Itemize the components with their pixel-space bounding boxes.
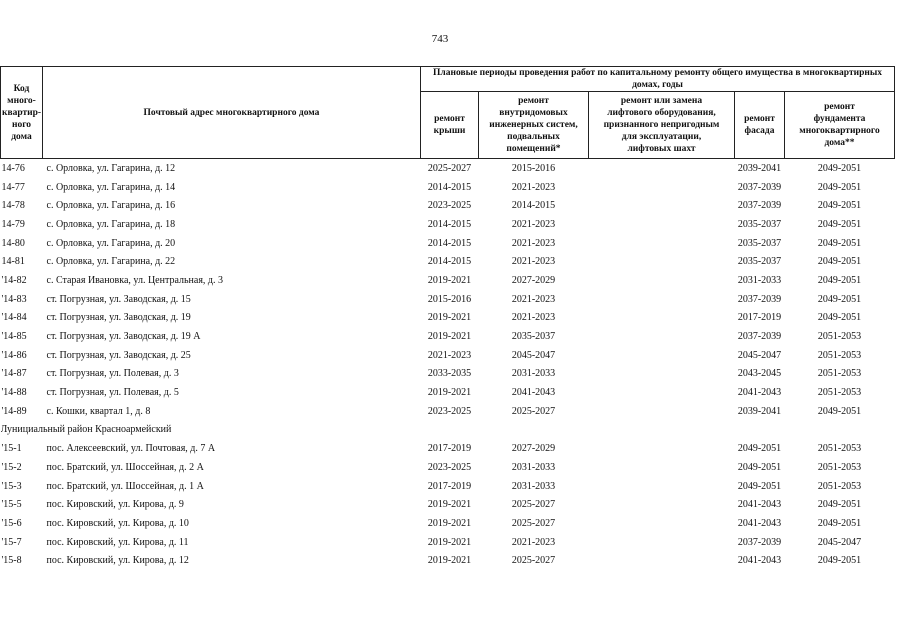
header-periods: Плановые периоды проведения работ по капитальному ремонту общего имущества в многоквартирных домах, годы xyxy=(421,67,895,92)
cell-address: пос. Кировский, ул. Кирова, д. 10 xyxy=(46,517,189,529)
cell-facade: 2041-2043 xyxy=(737,555,782,567)
cell-code: '14-82 xyxy=(1,274,27,286)
cell-elevator xyxy=(589,159,735,178)
cell-engineering: 2021-2023 xyxy=(511,218,556,230)
cell-address: пос. Алексеевский, ул. Почтовая, д. 7 А xyxy=(46,443,216,455)
cell-elevator xyxy=(589,365,735,384)
cell-code: '15-8 xyxy=(1,555,22,567)
cell-foundation: 2049-2051 xyxy=(817,274,862,286)
cell-foundation: 2051-2053 xyxy=(817,461,862,473)
cell-foundation: 2049-2051 xyxy=(817,517,862,529)
cell-foundation: 2051-2053 xyxy=(817,368,862,380)
cell-roof: 2019-2021 xyxy=(427,555,472,567)
cell-roof: 2019-2021 xyxy=(427,387,472,399)
cell-roof: 2023-2025 xyxy=(427,405,472,417)
table-row xyxy=(1,514,895,533)
cell-address: с. Старая Ивановка, ул. Центральная, д. 3 xyxy=(46,274,224,286)
cell-facade: 2031-2033 xyxy=(737,274,782,286)
section-title: Лунициальный район Красноармейский xyxy=(0,424,172,436)
table-header xyxy=(1,67,895,159)
cell-engineering: 2031-2033 xyxy=(511,480,556,492)
cell-code: 14-79 xyxy=(1,218,25,230)
cell-code: '15-1 xyxy=(1,443,22,455)
cell-engineering: 2041-2043 xyxy=(511,387,556,399)
cell-address: с. Орловка, ул. Гагарина, д. 20 xyxy=(46,237,176,249)
cell-elevator xyxy=(589,271,735,290)
table-row xyxy=(1,290,895,309)
cell-address: с. Орловка, ул. Гагарина, д. 16 xyxy=(46,200,176,212)
table-row xyxy=(1,178,895,197)
cell-roof: 2023-2025 xyxy=(427,200,472,212)
cell-foundation: 2045-2047 xyxy=(817,536,862,548)
cell-code: 14-78 xyxy=(1,200,25,212)
cell-roof: 2033-2035 xyxy=(427,368,472,380)
cell-code: '15-5 xyxy=(1,499,22,511)
cell-code: '15-6 xyxy=(1,517,22,529)
cell-roof: 2025-2027 xyxy=(427,162,472,174)
cell-foundation: 2049-2051 xyxy=(817,181,862,193)
cell-foundation: 2049-2051 xyxy=(817,162,862,174)
cell-elevator xyxy=(589,290,735,309)
cell-facade: 2017-2019 xyxy=(737,312,782,324)
table-row xyxy=(1,551,895,570)
cell-foundation: 2049-2051 xyxy=(817,200,862,212)
cell-roof: 2014-2015 xyxy=(427,237,472,249)
cell-facade: 2037-2039 xyxy=(737,536,782,548)
cell-elevator xyxy=(589,196,735,215)
cell-code: '14-83 xyxy=(1,293,27,305)
cell-code: 14-81 xyxy=(1,256,25,268)
table-row xyxy=(1,458,895,477)
cell-elevator xyxy=(589,439,735,458)
header-engineering: ремонт внутридомовых инженерных систем, подвальных помещений* xyxy=(479,92,589,159)
cell-facade: 2041-2043 xyxy=(737,499,782,511)
section-row xyxy=(1,421,895,440)
cell-address: с. Орловка, ул. Гагарина, д. 22 xyxy=(46,256,176,268)
table-row xyxy=(1,365,895,384)
table-row xyxy=(1,159,895,178)
table-row xyxy=(1,271,895,290)
cell-address: пос. Братский, ул. Шоссейная, д. 1 А xyxy=(46,480,204,492)
cell-roof: 2019-2021 xyxy=(427,499,472,511)
cell-engineering: 2021-2023 xyxy=(511,256,556,268)
cell-facade: 2035-2037 xyxy=(737,256,782,268)
cell-code: 14-76 xyxy=(1,162,25,174)
cell-engineering: 2021-2023 xyxy=(511,181,556,193)
cell-engineering: 2025-2027 xyxy=(511,499,556,511)
header-facade: ремонт фасада xyxy=(735,92,785,159)
cell-facade: 2037-2039 xyxy=(737,181,782,193)
cell-facade: 2035-2037 xyxy=(737,218,782,230)
cell-facade: 2041-2043 xyxy=(737,387,782,399)
cell-elevator xyxy=(589,477,735,496)
cell-code: '14-84 xyxy=(1,312,27,324)
cell-roof: 2014-2015 xyxy=(427,256,472,268)
cell-address: ст. Погрузная, ул. Полевая, д. 3 xyxy=(46,368,179,380)
cell-elevator xyxy=(589,346,735,365)
cell-engineering: 2027-2029 xyxy=(511,274,556,286)
cell-address: пос. Кировский, ул. Кирова, д. 12 xyxy=(46,555,189,567)
cell-elevator xyxy=(589,252,735,271)
cell-engineering: 2031-2033 xyxy=(511,368,556,380)
cell-elevator xyxy=(589,383,735,402)
cell-engineering: 2025-2027 xyxy=(511,555,556,567)
cell-facade: 2049-2051 xyxy=(737,480,782,492)
cell-facade: 2037-2039 xyxy=(737,293,782,305)
cell-elevator xyxy=(589,533,735,552)
cell-foundation: 2049-2051 xyxy=(817,293,862,305)
table-body-2 xyxy=(1,439,895,570)
header-foundation: ремонт фундамента многоквартирного дома** xyxy=(785,92,895,159)
cell-elevator xyxy=(589,458,735,477)
cell-engineering: 2045-2047 xyxy=(511,349,556,361)
cell-code: '14-85 xyxy=(1,331,27,343)
cell-address: с. Кошки, квартал 1, д. 8 xyxy=(46,405,151,417)
table-row xyxy=(1,402,895,421)
cell-foundation: 2051-2053 xyxy=(817,443,862,455)
cell-engineering: 2021-2023 xyxy=(511,293,556,305)
cell-address: с. Орловка, ул. Гагарина, д. 12 xyxy=(46,162,176,174)
section-block xyxy=(1,421,895,440)
page-number: 743 xyxy=(431,33,449,45)
table-row xyxy=(1,533,895,552)
cell-elevator xyxy=(589,215,735,234)
cell-elevator xyxy=(589,551,735,570)
header-code: Код много- квартир- ного дома xyxy=(1,67,43,159)
cell-roof: 2019-2021 xyxy=(427,312,472,324)
cell-facade: 2037-2039 xyxy=(737,200,782,212)
cell-foundation: 2049-2051 xyxy=(817,499,862,511)
cell-address: пос. Братский, ул. Шоссейная, д. 2 А xyxy=(46,461,204,473)
cell-engineering: 2025-2027 xyxy=(511,517,556,529)
cell-foundation: 2051-2053 xyxy=(817,480,862,492)
cell-elevator xyxy=(589,234,735,253)
table-row xyxy=(1,215,895,234)
cell-facade: 2035-2037 xyxy=(737,237,782,249)
cell-roof: 2017-2019 xyxy=(427,443,472,455)
cell-foundation: 2049-2051 xyxy=(817,555,862,567)
cell-code: '15-3 xyxy=(1,480,22,492)
cell-elevator xyxy=(589,514,735,533)
table-row xyxy=(1,383,895,402)
table-row xyxy=(1,309,895,328)
cell-elevator xyxy=(589,178,735,197)
header-elevator: ремонт или замена лифтового оборудования, признанного непригодным для эксплуатации, лифтовых шахт xyxy=(589,92,735,159)
cell-roof: 2019-2021 xyxy=(427,517,472,529)
cell-engineering: 2021-2023 xyxy=(511,237,556,249)
cell-engineering: 2021-2023 xyxy=(511,312,556,324)
cell-code: 14-80 xyxy=(1,237,25,249)
cell-address: ст. Погрузная, ул. Заводская, д. 19 А xyxy=(46,331,201,343)
cell-foundation: 2051-2053 xyxy=(817,349,862,361)
cell-address: пос. Кировский, ул. Кирова, д. 11 xyxy=(46,536,189,548)
cell-engineering: 2015-2016 xyxy=(511,162,556,174)
cell-facade: 2049-2051 xyxy=(737,443,782,455)
cell-code: '14-89 xyxy=(1,405,27,417)
cell-elevator xyxy=(589,495,735,514)
cell-address: с. Орловка, ул. Гагарина, д. 18 xyxy=(46,218,176,230)
table-row xyxy=(1,495,895,514)
cell-roof: 2019-2021 xyxy=(427,536,472,548)
cell-engineering: 2027-2029 xyxy=(511,443,556,455)
cell-facade: 2041-2043 xyxy=(737,517,782,529)
cell-foundation: 2049-2051 xyxy=(817,405,862,417)
cell-engineering: 2025-2027 xyxy=(511,405,556,417)
cell-address: с. Орловка, ул. Гагарина, д. 14 xyxy=(46,181,176,193)
cell-foundation: 2049-2051 xyxy=(817,218,862,230)
cell-elevator xyxy=(589,327,735,346)
cell-foundation: 2049-2051 xyxy=(817,237,862,249)
table-row xyxy=(1,477,895,496)
table-row xyxy=(1,196,895,215)
table-row xyxy=(1,234,895,253)
cell-facade: 2039-2041 xyxy=(737,405,782,417)
cell-facade: 2045-2047 xyxy=(737,349,782,361)
repair-schedule-table xyxy=(0,66,895,570)
cell-facade: 2049-2051 xyxy=(737,461,782,473)
cell-code: '14-88 xyxy=(1,387,27,399)
cell-roof: 2023-2025 xyxy=(427,461,472,473)
cell-roof: 2015-2016 xyxy=(427,293,472,305)
cell-code: '14-86 xyxy=(1,349,27,361)
cell-roof: 2019-2021 xyxy=(427,274,472,286)
cell-foundation: 2049-2051 xyxy=(817,312,862,324)
cell-roof: 2021-2023 xyxy=(427,349,472,361)
table-body xyxy=(1,159,895,421)
header-address: Почтовый адрес многоквартирного дома xyxy=(43,67,421,159)
cell-address: пос. Кировский, ул. Кирова, д. 9 xyxy=(46,499,184,511)
cell-roof: 2019-2021 xyxy=(427,331,472,343)
cell-engineering: 2021-2023 xyxy=(511,536,556,548)
cell-roof: 2017-2019 xyxy=(427,480,472,492)
cell-roof: 2014-2015 xyxy=(427,218,472,230)
cell-code: '15-7 xyxy=(1,536,22,548)
header-roof: ремонт крыши xyxy=(421,92,479,159)
cell-address: ст. Погрузная, ул. Заводская, д. 15 xyxy=(46,293,191,305)
cell-facade: 2043-2045 xyxy=(737,368,782,380)
table-row xyxy=(1,252,895,271)
cell-engineering: 2035-2037 xyxy=(511,331,556,343)
cell-address: ст. Погрузная, ул. Заводская, д. 25 xyxy=(46,349,191,361)
table-row xyxy=(1,346,895,365)
cell-foundation: 2051-2053 xyxy=(817,387,862,399)
cell-elevator xyxy=(589,402,735,421)
cell-code: '15-2 xyxy=(1,461,22,473)
table-row xyxy=(1,327,895,346)
cell-roof: 2014-2015 xyxy=(427,181,472,193)
cell-engineering: 2014-2015 xyxy=(511,200,556,212)
cell-elevator xyxy=(589,309,735,328)
table-row xyxy=(1,439,895,458)
cell-address: ст. Погрузная, ул. Заводская, д. 19 xyxy=(46,312,191,324)
cell-foundation: 2049-2051 xyxy=(817,256,862,268)
cell-code: '14-87 xyxy=(1,368,27,380)
cell-address: ст. Погрузная, ул. Полевая, д. 5 xyxy=(46,387,179,399)
cell-engineering: 2031-2033 xyxy=(511,461,556,473)
cell-facade: 2039-2041 xyxy=(737,162,782,174)
cell-foundation: 2051-2053 xyxy=(817,331,862,343)
cell-code: 14-77 xyxy=(1,181,25,193)
cell-facade: 2037-2039 xyxy=(737,331,782,343)
